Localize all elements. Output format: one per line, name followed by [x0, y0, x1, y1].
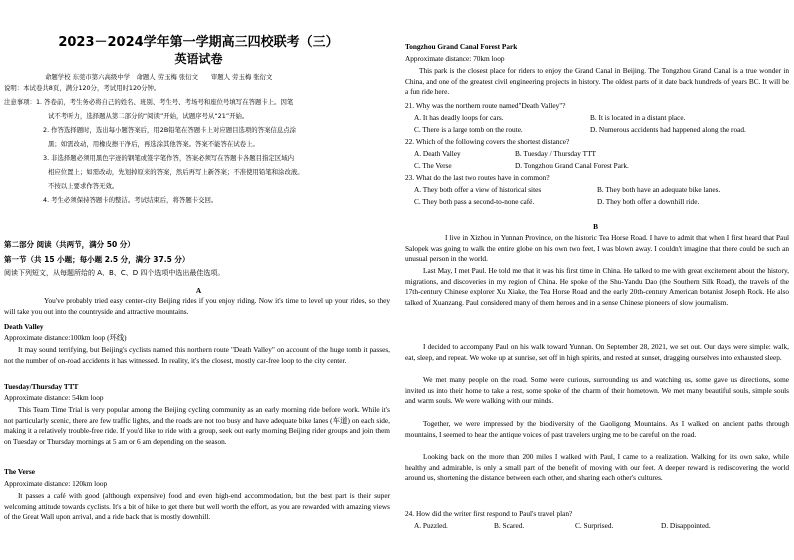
- passage-b-paragraph: I live in Xizhou in Yunnan Province, on the historic Tea Horse Road. I have to admit that when I first heard that Paul Salopek was going to walk the entire globe on his own two feet, I was blown away. I couldn't imagine that there could be such an unusual person in the world.: [405, 233, 789, 264]
- note-line: 不按以上要求作答无效。: [48, 182, 119, 190]
- question-option: D. Numerous accidents had happened along the road.: [590, 125, 746, 134]
- question-option: C. There is a large tomb on the route.: [414, 125, 523, 134]
- note-line: 2. 作答选择题时，选出每小题答案后，用2B铅笔在答题卡上对应题目选项的答案信息点涂: [43, 126, 297, 134]
- question-option: B. Scared.: [494, 521, 525, 530]
- route-distance: Approximate distance: 54km loop: [4, 393, 104, 402]
- question-stem: 23. What do the last two routes have in common?: [405, 173, 550, 182]
- question-option: A. They both offer a view of historical sites: [414, 185, 542, 194]
- passage-b-paragraph: We met many people on the road. Some were curious, surrounding us and watching us, some gave us directions, some invited us into their home to take a rest, some spoke of the charm of their hometown. We met many beautiful souls, simple souls and warm souls. We were walking with our minds.: [405, 375, 789, 406]
- question-stem: 21. Why was the northern route named"Death Valley"?: [405, 101, 566, 110]
- question-option: A. Puzzled.: [414, 521, 448, 530]
- exam-authors: 命题学校 东莞市第六高级中学 命题人 劳玉梅 张衍文 审题人 劳玉梅 张衍文: [45, 73, 273, 81]
- route-distance: Approximate distance: 120km loop: [4, 479, 108, 488]
- question-option: A. It has deadly loops for cars.: [414, 113, 504, 122]
- question-option: D. Disappointed.: [661, 521, 711, 530]
- question-stem: 24. How did the writer first respond to Paul's travel plan?: [405, 509, 573, 518]
- passage-b-paragraph: Last May, I met Paul. He told me that it was his first time in China. He talked to me with great excitement about the history, migrations, and discoveries in my region of China. He spoke of the Shu-Yandu Dao (the Southern Silk Road), the travels of the 17th-century Chinese explorer Xu Xiake, the Tea Horse Road and the early 20th-century American botanist Joseph Rock. He also talked of Xuanzang. Paul considered many of them heroes and in a sense Chinese pioneers of slow journalism.: [405, 266, 789, 308]
- route-distance: Approximate distance:100km loop (环线): [4, 333, 127, 342]
- route-distance: Approximate distance: 70km loop: [405, 54, 505, 63]
- passage-b-paragraph: Together, we were impressed by the biodiversity of the Gaoligong Mountains. As I walked on ancient paths through mountains, I seemed to hear the antique voices of past travelers urging me to be careful on the road.: [405, 419, 789, 439]
- note-line: 注意事项：1. 答卷前，考生务必将自己的姓名、班别、考生号、考场号和座位号填写在答题卡上。因笔: [4, 98, 294, 106]
- passage-a-label: A: [195, 286, 202, 295]
- question-option: B. It is located in a distant place.: [590, 113, 686, 122]
- route-description-verse: It passes a café with good (although expensive) food and even high-end accommodation, but the best part is their super welcoming attitude towards cyclists. It's a bit of hike to get there but well worth the effort, as you are rewarded with amazing views of the Great Wall upon arrival, and a ride back that is mostly downhill.: [4, 491, 390, 522]
- passage-a-intro: You've probably tried easy center-city Beijing rides if you enjoy riding. Now it's time to level up your rides, so they will take you out into the countryside and attractive mountains.: [4, 296, 390, 316]
- note-line: 4. 考生必须保持答题卡的整洁。考试结束后，将答题卡交回。: [43, 196, 218, 204]
- passage-b-paragraph: I decided to accompany Paul on his walk toward Yunnan. On September 28, 2021, we set out. Our days were simple: walk, eat, sleep, and repeat. We woke up at sunrise, set off in high spirits, and rested at sunset, dragging ourselves into exhausted sleep.: [405, 342, 789, 362]
- route-description: It may sound terrifying, but Beijing's cyclists named this northern route "Death Valley" on account of the huge tomb it passes, not the number of on-road accidents it has witnessed. In reality, it's the closest, mostly car-free loop to the city center.: [4, 345, 390, 365]
- route-heading: Tongzhou Grand Canal Forest Park: [405, 42, 518, 51]
- note-line: 相应位置上；如需改动，先划掉原来的答案，然后再写上新答案；不准使用铅笔和涂改液。: [48, 168, 304, 176]
- exam-subtitle: 英语试卷: [174, 52, 223, 66]
- route-heading: The Verse: [4, 467, 36, 476]
- section-heading: 第一节（共 15 小题；每小题 2.5 分，满分 37.5 分）: [4, 255, 190, 264]
- route-description: This Team Time Trial is very popular among the Beijing cycling community as an early morning ride before work. While it's not particularly scenic, there are few traffic lights, and the roads are not too busy and have adequate bike lanes (车道) on each side, making it a relatively trouble-free ride. If you'd like to ride with a group, seek out early morning Beijing rider groups and join them on Tuesday or Thursday mornings at 5 am or 6 am depending on the season.: [4, 405, 390, 447]
- exam-title: 2023－2024学年第一学期高三四校联考（三）: [58, 35, 339, 50]
- route-description: This park is the closest place for riders to enjoy the Grand Canal in Beijing. The Tongzhou Grand Canal is a true wonder in China, and one of the greatest civil engineering projects in history. The oldest parts of it date back hundreds of years BC. It will be a fun ride here.: [405, 66, 789, 97]
- right-column: [397, 0, 794, 560]
- part-heading: 第二部分 阅读（共两节，满分 50 分）: [4, 240, 135, 249]
- question-option: B. Tuesday / Thursday TTT: [515, 149, 597, 158]
- route-heading: Tuesday/Thursday TTT: [4, 382, 79, 391]
- question-option: D. They both offer a downhill ride.: [597, 197, 700, 206]
- route-heading: Death Valley: [4, 322, 44, 331]
- exam-explain: 说明：本试卷共8页，满分120分，考试用时120分钟。: [4, 84, 161, 92]
- question-option: C. Surprised.: [575, 521, 614, 530]
- question-stem: 22. Which of the following covers the shortest distance?: [405, 137, 570, 146]
- passage-b-paragraph: Looking back on the more than 200 miles I walked with Paul, I came to a realization. Walking for its own sake, while healthy and admirable, is only a small part of the benefit of moving with our feet. A deeper reward is rediscovering the world around us, shortening the distance between each other, and sharing each other's cultures.: [405, 452, 789, 483]
- note-line: 黑；如需改动，用橡皮擦干净后，再选涂其他答案。答案不能答在试卷上。: [48, 140, 259, 148]
- note-line: 3. 非选择题必须用黑色字迹的钢笔或签字笔作答，答案必须写在答题卡各题目指定区域内: [43, 154, 294, 162]
- question-option: C. They both pass a second-to-none café.: [414, 197, 535, 206]
- question-option: C. The Verse: [414, 161, 452, 170]
- note-line: 试不考听力，选择题从第二部分的“阅读”开始，试题序号从“21”开始。: [48, 112, 249, 120]
- passage-b-label: B: [593, 222, 598, 231]
- question-option: B. They both have an adequate bike lanes.: [597, 185, 721, 194]
- question-option: A. Death Valley: [414, 149, 461, 158]
- question-option: D. Tongzhou Grand Canal Forest Park.: [515, 161, 629, 170]
- section-instruction: 阅读下列短文，从每题所给的 A、B、C、D 四个选项中选出最佳选项。: [4, 269, 225, 277]
